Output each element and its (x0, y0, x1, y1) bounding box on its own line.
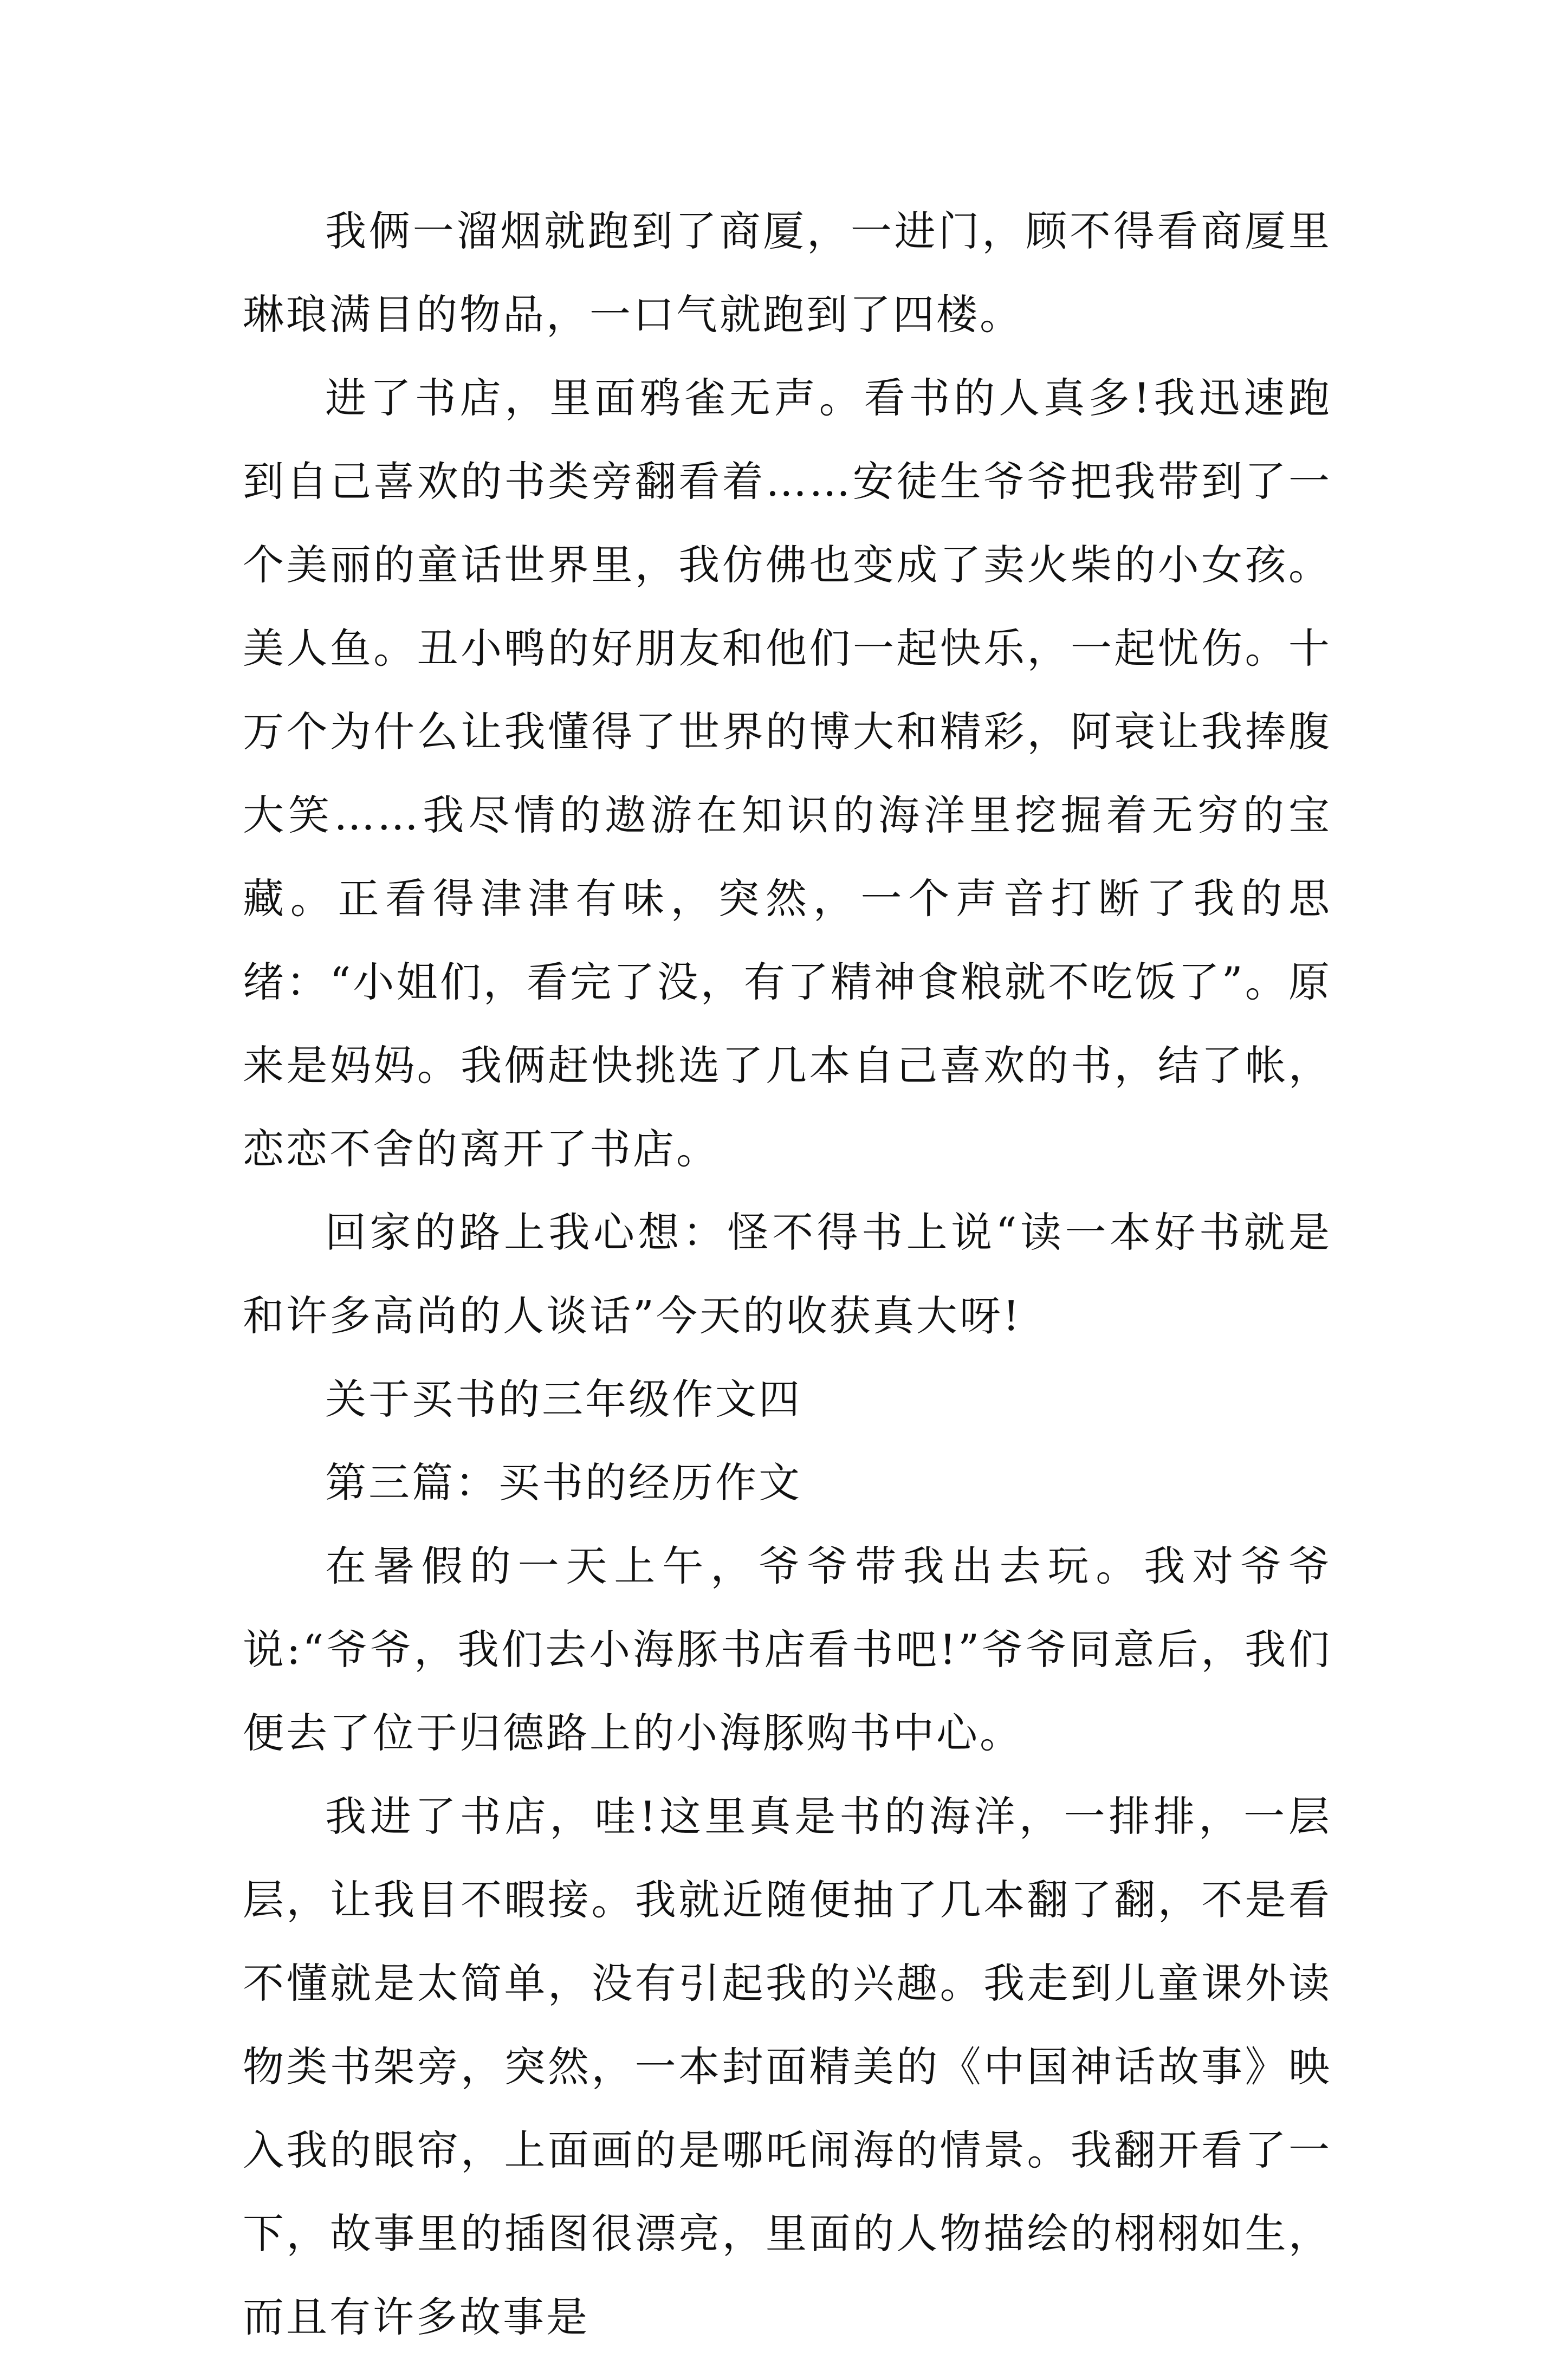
section-heading-1: 关于买书的三年级作文四 (325, 1375, 802, 1423)
paragraph-1: 我俩一溜烟就跑到了商厦，一进门，顾不得看商厦里琳琅满目的物品，一口气就跑到了四楼。 (243, 207, 1332, 339)
section-heading-2: 第三篇：买书的经历作文 (325, 1459, 802, 1507)
paragraph-3: 回家的路上我心想：怪不得书上说“读一本好书就是和许多高尚的人谈话”今天的收获真大呀! (243, 1208, 1332, 1340)
paragraph-4: 在暑假的一天上午，爷爷带我出去玩。我对爷爷说:“爷爷，我们去小海豚书店看书吧!”爷爷同意后，我们便去了位于归德路上的小海豚购书中心。 (243, 1542, 1332, 1757)
document-body (243, 190, 1332, 2359)
paragraph-2: 进了书店，里面鸦雀无声。看书的人真多!我迅速跑到自己喜欢的书类旁翻看着……安徒生爷爷把我带到了一个美丽的童话世界里，我仿佛也变成了卖火柴的小女孩。美人鱼。丑小鸭的好朋友和他们一起快乐，一起忧伤。十万个为什么让我懂得了世界的博大和精彩，阿衰让我捧腹大笑……我尽情的遨游在知识的海洋里挖掘着无穷的宝藏。正看得津津有味，突然，一个声音打断了我的思绪：“小姐们，看完了没，有了精神食粮就不吃饭了”。原来是妈妈。我俩赶快挑选了几本自己喜欢的书，结了帐，恋恋不舍的离开了书店。 (243, 374, 1332, 1173)
paragraph-5: 我进了书店，哇!这里真是书的海洋，一排排，一层层，让我目不暇接。我就近随便抽了几本翻了翻，不是看不懂就是太简单，没有引起我的兴趣。我走到儿童课外读物类书架旁，突然，一本封面精美的《中国神话故事》映入我的眼帘，上面画的是哪吒闹海的情景。我翻开看了一下，故事里的插图很漂亮，里面的人物描绘的栩栩如生，而且有许多故事是 (243, 1792, 1332, 2341)
